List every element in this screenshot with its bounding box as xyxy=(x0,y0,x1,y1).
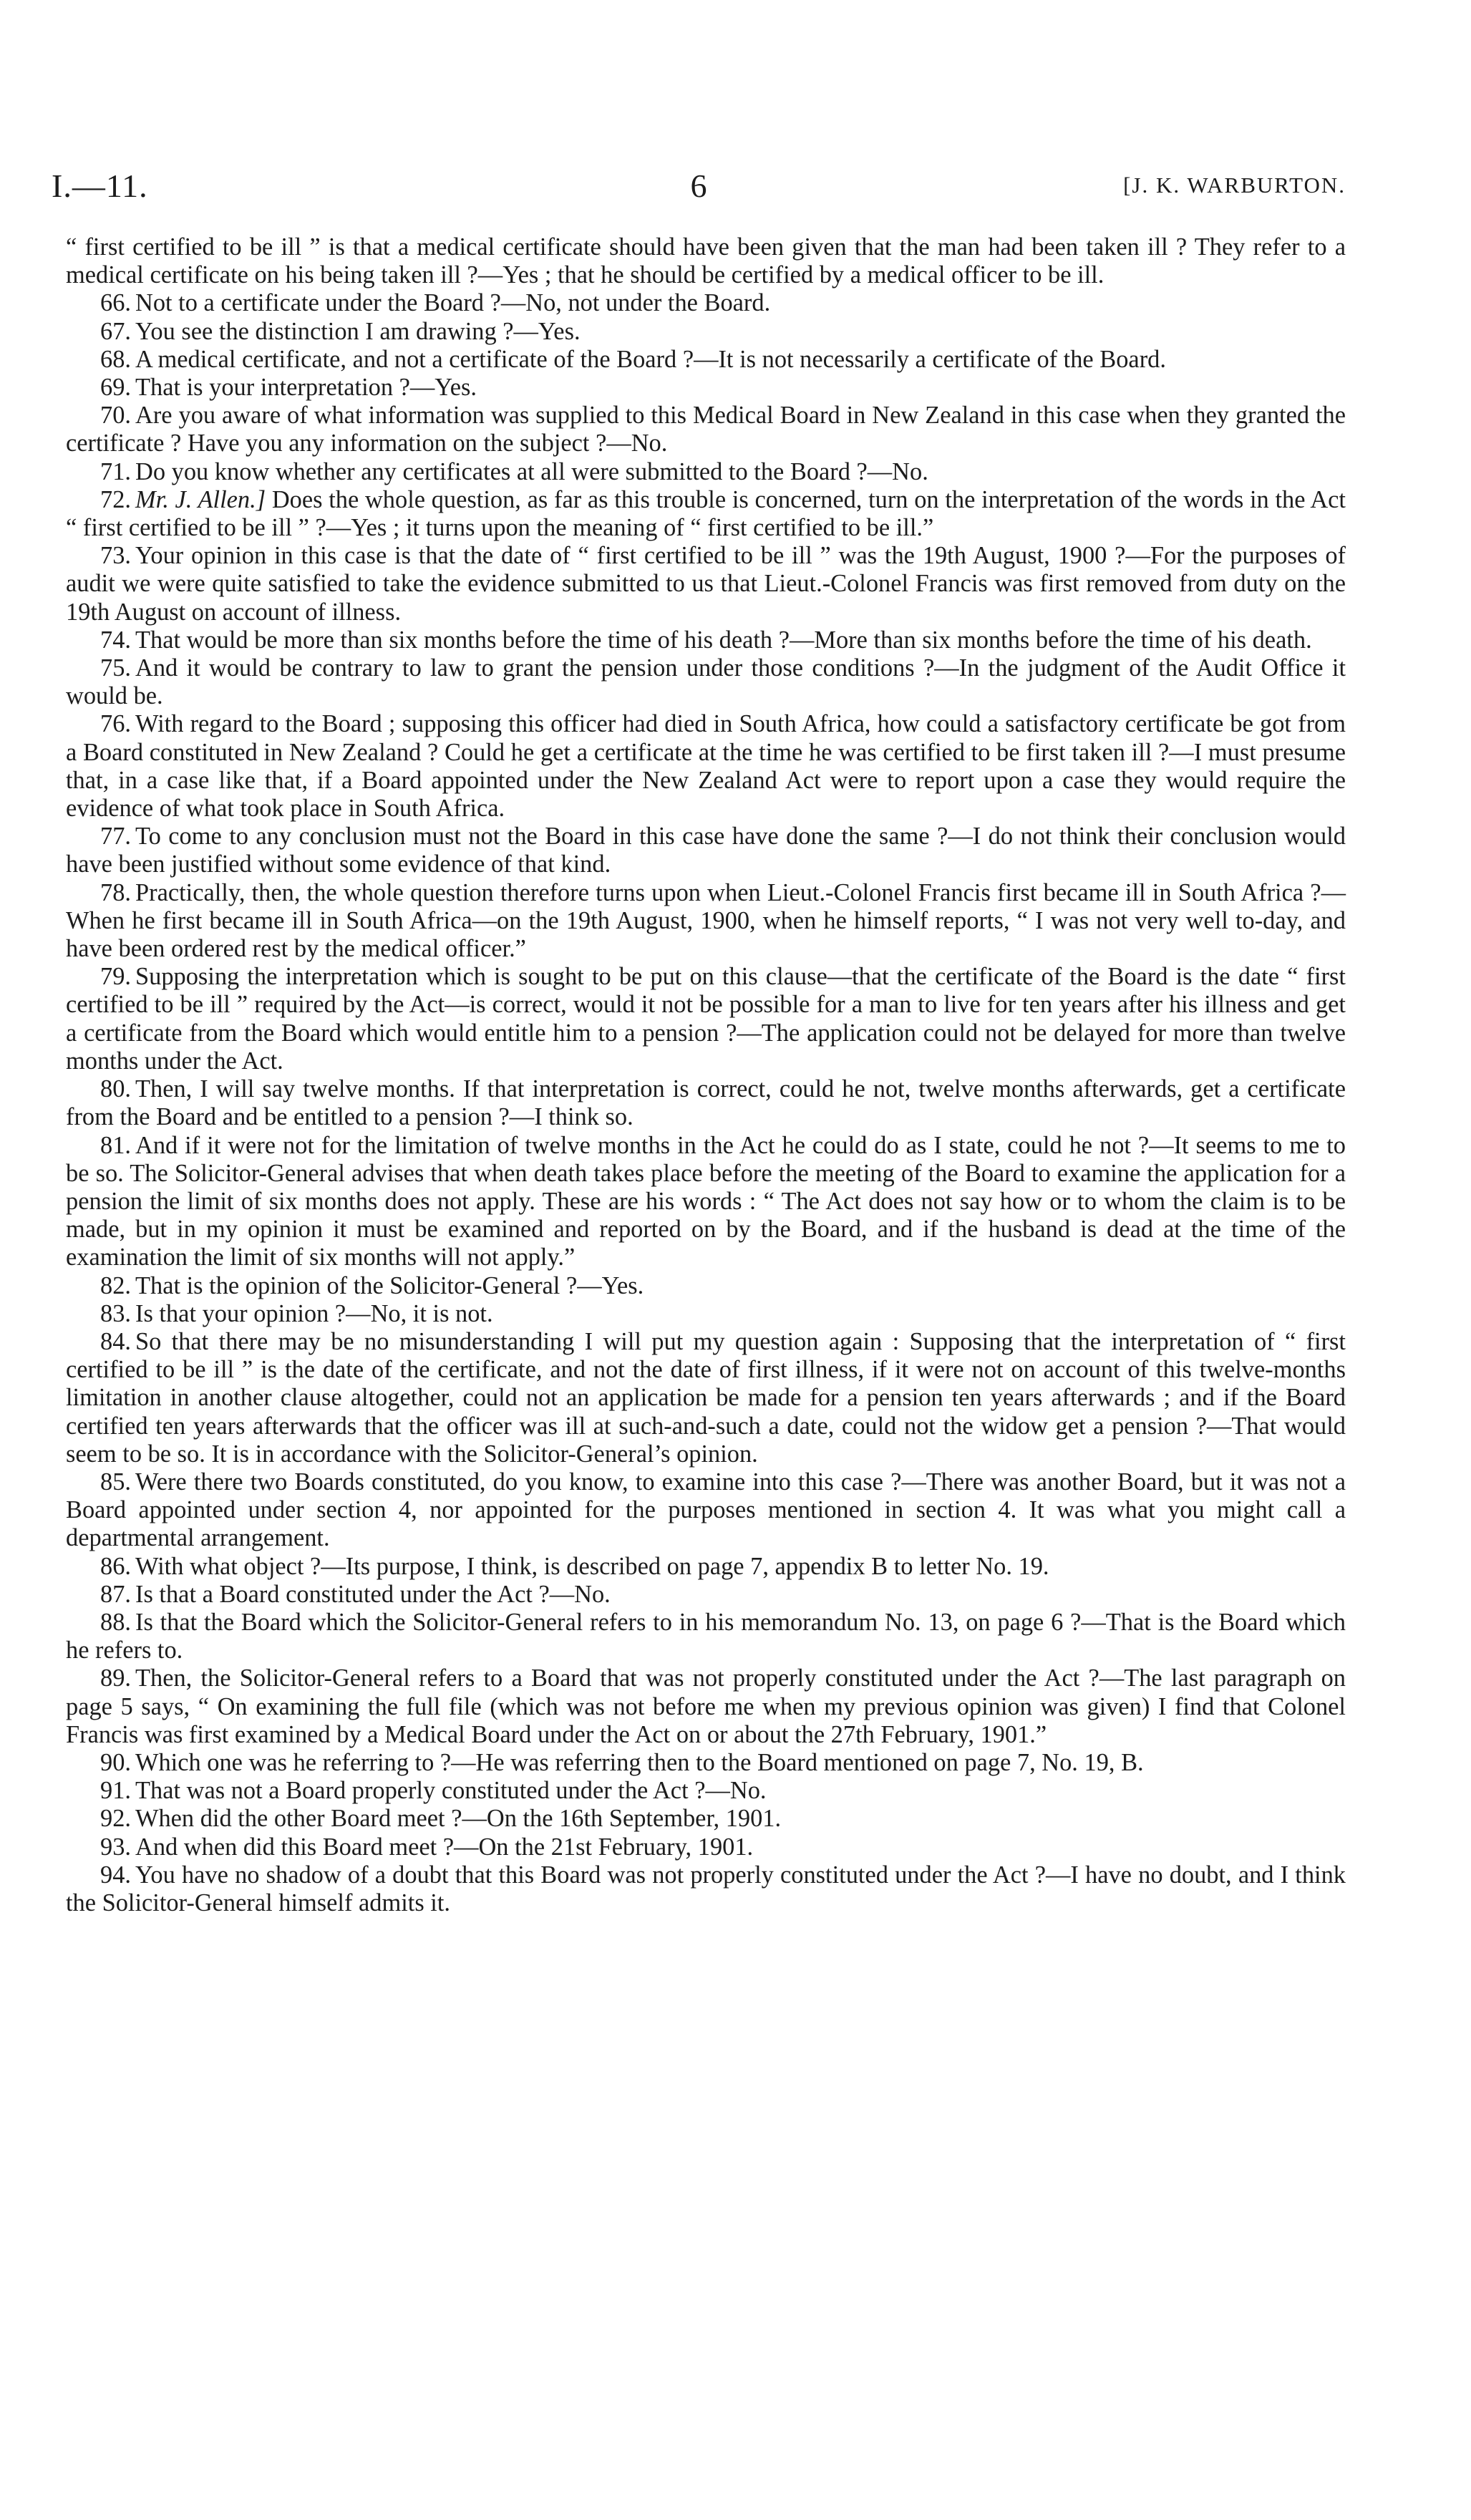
testimony-paragraph xyxy=(66,823,1346,878)
question-answer-text: That is your interpretation ?—Yes. xyxy=(135,374,477,402)
question-number: 66. xyxy=(100,289,131,317)
testimony-paragraph xyxy=(66,654,1346,710)
question-number: 93. xyxy=(100,1833,131,1861)
testimony-paragraph xyxy=(66,1609,1346,1664)
question-number: 82. xyxy=(100,1271,131,1299)
question-answer-text: Do you know whether any certificates at all were submitted to the Board ?—No. xyxy=(135,457,928,485)
question-answer-text: That is the opinion of the Solicitor-General ?—Yes. xyxy=(135,1271,644,1299)
testimony-paragraph xyxy=(66,402,1346,457)
question-number: 89. xyxy=(100,1664,131,1692)
question-number: 86. xyxy=(100,1552,131,1580)
question-answer-text: Is that your opinion ?—No, it is not. xyxy=(135,1299,493,1327)
question-answer-text: When did the other Board meet ?—On the 16th September, 1901. xyxy=(135,1805,782,1833)
testimony-paragraph xyxy=(66,374,1346,402)
opening-paragraph: “ first certified to be ill ” is that a medical certificate should have been given that the man had been taken ill ? They refer to a medical certificate on his being taken ill ?—Yes ; that he should be certified by a medical officer to be ill. xyxy=(66,233,1346,289)
testimony-paragraph xyxy=(66,1132,1346,1272)
question-answer-text: So that there may be no misunderstanding I will put my question again : Supposing that the interpretation of “ first certified to be ill ” is the date of the certificate, and not the date of first illness, if it were not on account of this twelve-months limitation in another clause altogether, could not an application be made for a pension ten years afterwards ; and if the Board certified ten years afterwards that the officer was ill at such-and-such a date, could not the widow get a pension ?—That would seem to be so. It is in accordance with the Solicitor-General’s opinion. xyxy=(66,1327,1346,1468)
page-number: 6 xyxy=(690,168,707,204)
testimony-paragraph xyxy=(66,1664,1346,1749)
question-number: 84. xyxy=(100,1327,131,1355)
testimony-paragraph xyxy=(66,1075,1346,1131)
question-number: 67. xyxy=(100,317,131,345)
testimony-paragraph xyxy=(66,1749,1346,1777)
question-answer-text: A medical certificate, and not a certificate of the Board ?—It is not necessarily a certificate of the Board. xyxy=(135,345,1166,373)
testimony-paragraph xyxy=(66,1581,1346,1609)
testimony-paragraph xyxy=(66,1553,1346,1581)
testimony-paragraph xyxy=(66,542,1346,626)
question-number: 83. xyxy=(100,1299,131,1327)
question-number: 76. xyxy=(100,710,131,738)
question-answer-text: With regard to the Board ; supposing this officer had died in South Africa, how could a satisfactory certificate be got from a Board constituted in New Zealand ? Could he get a certificate at the time he was certified to be first taken ill ?—I must presume that, in a case like that, if a Board appointed under the New Zealand Act were to report upon a case they would require the evidence of what took place in South Africa. xyxy=(66,710,1346,823)
question-answer-text: With what object ?—Its purpose, I think, is described on page 7, appendix B to letter No. 19. xyxy=(135,1552,1049,1580)
question-answer-text: And when did this Board meet ?—On the 21st February, 1901. xyxy=(135,1833,754,1861)
question-answer-text: Supposing the interpretation which is sought to be put on this clause—that the certificate of the Board is the date “ first certified to be ill ” required by the Act—is correct, would it not be possible for a man to live for ten years after his illness and get a certificate from the Board which would entitle him to a pension ?—The application could not be delayed for more than twelve months under the Act. xyxy=(66,963,1346,1075)
question-answer-text: Which one was he referring to ?—He was referring then to the Board mentioned on page 7, No. 19, B. xyxy=(135,1748,1144,1776)
question-answer-text: That was not a Board properly constituted under the Act ?—No. xyxy=(135,1777,767,1805)
question-answer-text: Then, I will say twelve months. If that interpretation is correct, could he not, twelve months afterwards, get a certificate from the Board and be entitled to a pension ?—I think so. xyxy=(66,1075,1346,1131)
testimony-paragraph xyxy=(66,1300,1346,1328)
body-text xyxy=(66,233,1346,1917)
question-answer-text: Is that the Board which the Solicitor-General refers to in his memorandum No. 13, on page 6 ?—That is the Board which he refers to. xyxy=(66,1608,1346,1664)
testimony-paragraph xyxy=(66,1777,1346,1805)
question-number: 87. xyxy=(100,1580,131,1608)
testimony-paragraph xyxy=(66,1468,1346,1553)
testimony-paragraph xyxy=(66,626,1346,654)
question-answer-text: Then, the Solicitor-General refers to a Board that was not properly constituted under the Act ?—The last paragraph on page 5 says, “ On examining the full file (which was not before me when my previous opinion was given) I find that Colonel Francis was first examined by a Medical Board under the Act on or about the 27th February, 1901.” xyxy=(66,1664,1346,1748)
question-number: 79. xyxy=(100,963,131,991)
question-number: 85. xyxy=(100,1468,131,1496)
testimony-paragraph xyxy=(66,1833,1346,1861)
testimony-paragraph xyxy=(66,963,1346,1075)
speaker-name: Mr. J. Allen.] xyxy=(135,485,266,513)
testimony-paragraph xyxy=(66,318,1346,346)
testimony-paragraph xyxy=(66,486,1346,542)
page-header xyxy=(52,167,1346,210)
question-answer-text: Your opinion in this case is that the date of “ first certified to be ill ” was the 19th August, 1900 ?—For the purposes of audit we were quite satisfied to take the evidence submitted to us that Lieut.-Colonel Francis was first removed from duty on the 19th August on account of illness. xyxy=(66,542,1346,626)
question-number: 78. xyxy=(100,878,131,906)
question-answer-text: And it would be contrary to law to grant the pension under those conditions ?—In the judgment of the Audit Office it would be. xyxy=(66,654,1346,710)
question-answer-text: You see the distinction I am drawing ?—Yes. xyxy=(135,317,581,345)
question-answer-text: And if it were not for the limitation of twelve months in the Act he could do as I state, could he not ?—It seems to me to be so. The Solicitor-General advises that when death takes place before the meeting of the Board to examine the application for a pension the limit of six months does not apply. These are his words : “ The Act does not say how or to whom the claim is to be made, but in my opinion it must be examined and reported on by the Board, and if the husband is dead at the time of the examination the limit of six months will not apply.” xyxy=(66,1131,1346,1271)
question-answer-text: Does the whole question, as far as this trouble is concerned, turn on the interpretation of the words in the Act “ first certified to be ill ” ?—Yes ; it turns upon the meaning of “ first certified to be ill.” xyxy=(66,485,1346,542)
question-number: 80. xyxy=(100,1075,131,1103)
parliamentary-paper-reference: I.—11. xyxy=(52,168,148,204)
question-number: 72. xyxy=(100,485,131,513)
question-number: 77. xyxy=(100,823,131,850)
question-answer-text: Not to a certificate under the Board ?—No, not under the Board. xyxy=(135,289,771,317)
question-answer-list xyxy=(66,289,1346,1917)
question-answer-text: Were there two Boards constituted, do you know, to examine into this case ?—There was another Board, but it was not a Board appointed under section 4, nor appointed for the purposes mentioned in section 4. It was what you might call a departmental arrangement. xyxy=(66,1468,1346,1552)
question-number: 74. xyxy=(100,626,131,654)
testimony-paragraph xyxy=(66,1861,1346,1917)
question-number: 75. xyxy=(100,654,131,682)
question-number: 90. xyxy=(100,1748,131,1776)
question-number: 70. xyxy=(100,402,131,430)
question-answer-text: Is that a Board constituted under the Act ?—No. xyxy=(135,1580,611,1608)
question-number: 69. xyxy=(100,374,131,402)
question-number: 68. xyxy=(100,345,131,373)
question-answer-text: To come to any conclusion must not the Board in this case have done the same ?—I do not think their conclusion would have been justified without some evidence of that kind. xyxy=(66,823,1346,878)
testimony-paragraph xyxy=(66,1328,1346,1468)
question-answer-text: You have no shadow of a doubt that this Board was not properly constituted under the Act ?—I have no doubt, and I think the Solicitor-General himself admits it. xyxy=(66,1861,1346,1916)
testimony-paragraph xyxy=(66,1272,1346,1300)
testimony-paragraph xyxy=(66,289,1346,317)
question-number: 71. xyxy=(100,457,131,485)
question-answer-text: Are you aware of what information was supplied to this Medical Board in New Zealand in this case when they granted the certificate ? Have you any information on the subject ?—No. xyxy=(66,402,1346,457)
testimony-paragraph xyxy=(66,346,1346,374)
question-number: 94. xyxy=(100,1861,131,1889)
testimony-paragraph xyxy=(66,879,1346,964)
witness-name: [J. K. WARBURTON. xyxy=(1123,173,1346,198)
question-number: 92. xyxy=(100,1805,131,1833)
testimony-paragraph xyxy=(66,1805,1346,1833)
question-number: 88. xyxy=(100,1608,131,1636)
question-number: 81. xyxy=(100,1131,131,1159)
testimony-paragraph xyxy=(66,458,1346,486)
question-answer-text: That would be more than six months before the time of his death ?—More than six months before the time of his death. xyxy=(135,626,1312,654)
question-number: 73. xyxy=(100,542,131,570)
question-answer-text: Practically, then, the whole question therefore turns upon when Lieut.-Colonel Francis first became ill in South Africa ?—When he first became ill in South Africa—on the 19th August, 1900, when he himself reports, “ I was not very well to-day, and have been ordered rest by the medical officer.” xyxy=(66,878,1346,963)
testimony-paragraph xyxy=(66,710,1346,823)
question-number: 91. xyxy=(100,1777,131,1805)
